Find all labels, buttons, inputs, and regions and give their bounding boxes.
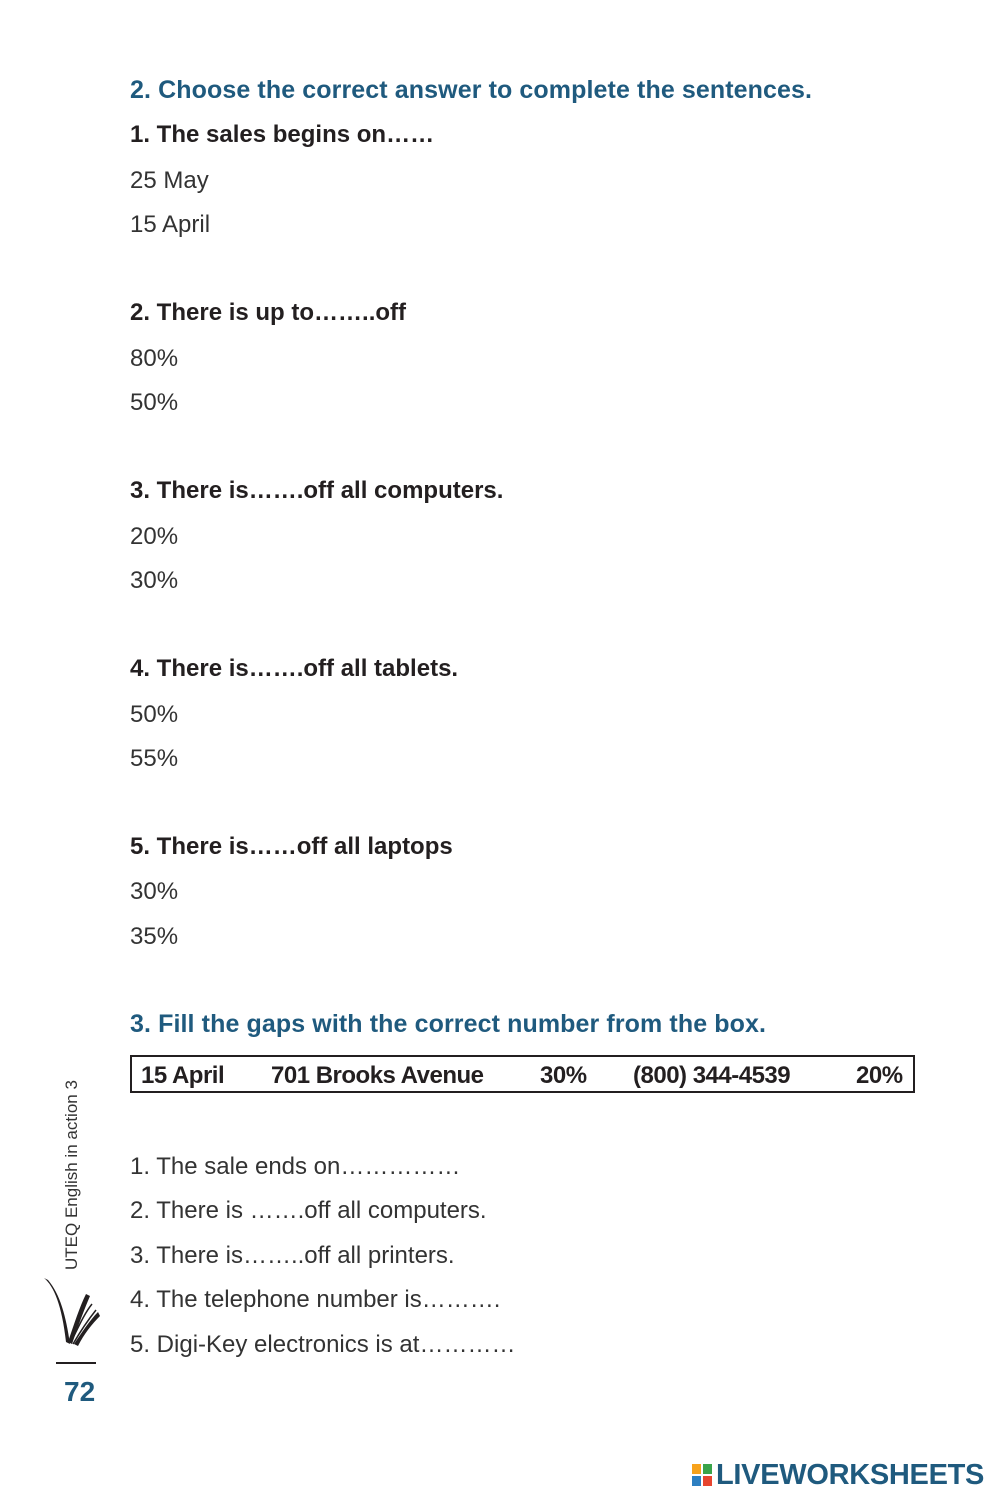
logo-square xyxy=(692,1464,701,1474)
word-box-item: 20% xyxy=(856,1062,903,1089)
question-3: 3. There is…….off all computers. xyxy=(130,477,504,504)
liveworksheets-logo-icon xyxy=(692,1464,712,1486)
fill-item-5[interactable]: 5. Digi-Key electronics is at………… xyxy=(130,1331,516,1358)
logo-square xyxy=(703,1464,712,1474)
word-box-item: 701 Brooks Avenue xyxy=(271,1062,484,1089)
page-number-rule xyxy=(56,1362,96,1364)
book-label: UTEQ English in action 3 xyxy=(62,1080,81,1270)
book-icon xyxy=(40,1276,102,1348)
question-1: 1. The sales begins on…… xyxy=(130,121,435,148)
fill-item-2[interactable]: 2. There is …….off all computers. xyxy=(130,1197,487,1224)
question-4: 4. There is…….off all tablets. xyxy=(130,655,459,682)
logo-square xyxy=(692,1476,701,1486)
question-5: 5. There is……off all laptops xyxy=(130,833,453,860)
page-number: 72 xyxy=(64,1376,96,1407)
word-box-item: 30% xyxy=(540,1062,587,1089)
fill-item-1[interactable]: 1. The sale ends on…………… xyxy=(130,1153,461,1180)
question-4-option-a[interactable]: 50% xyxy=(130,701,179,728)
word-box-item: (800) 344-4539 xyxy=(633,1062,791,1089)
question-4-option-b[interactable]: 55% xyxy=(130,745,179,772)
fill-item-4[interactable]: 4. The telephone number is………. xyxy=(130,1286,501,1313)
word-box-item: 15 April xyxy=(141,1062,225,1089)
question-2: 2. There is up to……..off xyxy=(130,299,407,326)
question-2-option-b[interactable]: 50% xyxy=(130,389,179,416)
question-5-option-b[interactable]: 35% xyxy=(130,923,179,950)
fill-item-3[interactable]: 3. There is……..off all printers. xyxy=(130,1242,455,1269)
question-2-option-a[interactable]: 80% xyxy=(130,345,179,372)
question-1-option-b[interactable]: 15 April xyxy=(130,211,211,238)
section-2-title: 2. Choose the correct answer to complete the sentences. xyxy=(130,76,813,104)
question-3-option-b[interactable]: 30% xyxy=(130,567,179,594)
question-1-option-a[interactable]: 25 May xyxy=(130,167,209,194)
liveworksheets-brand: LIVEWORKSHEETS xyxy=(716,1458,985,1491)
question-3-option-a[interactable]: 20% xyxy=(130,523,179,550)
logo-square xyxy=(703,1476,712,1486)
section-3-title: 3. Fill the gaps with the correct number from the box. xyxy=(130,1010,767,1038)
question-5-option-a[interactable]: 30% xyxy=(130,878,179,905)
liveworksheets-logo[interactable] xyxy=(692,1459,984,1491)
word-box xyxy=(130,1055,915,1093)
